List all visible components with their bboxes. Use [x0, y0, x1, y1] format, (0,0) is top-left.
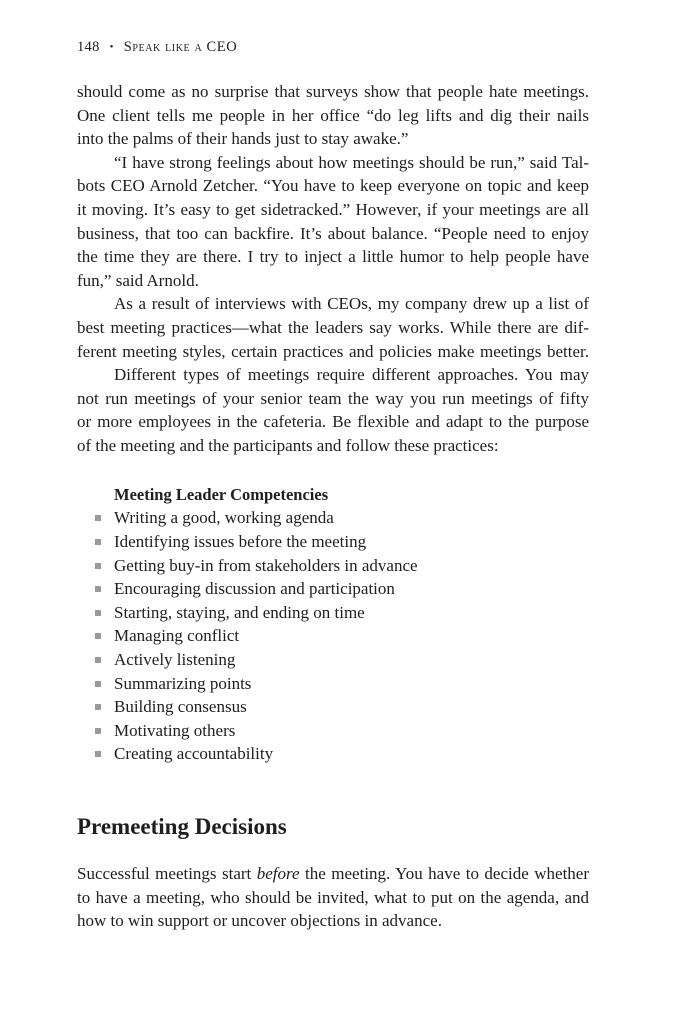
list-item	[95, 554, 555, 578]
page-number: 148	[77, 39, 100, 55]
competencies-list	[95, 483, 555, 766]
list-item-text: Getting buy-in from stakeholders in advance	[114, 555, 418, 575]
section-body	[77, 862, 589, 933]
list-item-text: Actively listening	[114, 649, 236, 669]
body-line: business, that too can backfire. It’s about balance. “People need to enjoy	[77, 223, 589, 243]
list-item-text: Motivating others	[114, 720, 236, 740]
list-item	[95, 530, 555, 554]
book-title: Speak like a CEO	[123, 39, 238, 55]
list-item	[95, 743, 555, 767]
body-line: As a result of interviews with CEOs, my company drew up a list of	[114, 294, 589, 314]
header-separator: •	[109, 41, 114, 53]
text-run: the meeting. You have to decide whether	[299, 864, 589, 883]
list-item-text: Creating accountability	[114, 744, 274, 764]
body-line: bots CEO Arnold Zetcher. “You have to keep everyone on topic and keep	[77, 176, 589, 196]
body-line: how to win support or uncover objections in advance.	[77, 911, 442, 931]
square-bullet-icon	[95, 515, 101, 521]
square-bullet-icon	[95, 704, 101, 710]
list-item	[95, 625, 555, 649]
list-item-text: Managing conflict	[114, 626, 240, 646]
list-item	[95, 601, 555, 625]
square-bullet-icon	[95, 633, 101, 639]
body-text	[77, 80, 589, 458]
section-heading: Premeeting Decisions	[77, 814, 287, 839]
square-bullet-icon	[95, 681, 101, 687]
emphasis-text: before	[256, 864, 300, 883]
body-line: should come as no surprise that surveys show that people hate meetings.	[77, 82, 589, 101]
list-item	[95, 672, 555, 696]
body-line: it moving. It’s easy to get sidetracked.” However, if your meetings are all	[77, 199, 589, 219]
list-item	[95, 695, 555, 719]
running-head	[77, 39, 237, 56]
body-line: “I have strong feelings about how meetings should be run,” said Tal-	[114, 152, 589, 172]
list-item-text: Building consensus	[114, 697, 247, 717]
body-line: the time they are there. I try to inject a little humor to help people have	[77, 247, 589, 267]
list-item-text: Summarizing points	[114, 673, 252, 693]
body-line: fun,” said Arnold.	[77, 270, 199, 290]
square-bullet-icon	[95, 728, 101, 734]
list-item	[95, 507, 555, 531]
body-line	[77, 862, 589, 886]
list-item-text: Encouraging discussion and participation	[114, 579, 395, 599]
list-item	[95, 577, 555, 601]
square-bullet-icon	[95, 539, 101, 545]
list-item	[95, 648, 555, 672]
square-bullet-icon	[95, 657, 101, 663]
square-bullet-icon	[95, 751, 101, 757]
body-line: Different types of meetings require different approaches. You may	[114, 365, 589, 385]
square-bullet-icon	[95, 586, 101, 592]
body-line: One client tells me people in her office “do leg lifts and dig their nails	[77, 105, 589, 125]
body-line: ferent meeting styles, certain practices and policies make meetings better.	[77, 341, 589, 361]
body-line: best meeting practices—what the leaders say works. While there are dif-	[77, 317, 589, 337]
list-item-text: Starting, staying, and ending on time	[114, 602, 365, 622]
body-line: not run meetings of your senior team the way you run meetings of fifty	[77, 388, 589, 408]
square-bullet-icon	[95, 610, 101, 616]
body-line: to have a meeting, who should be invited, what to put on the agenda, and	[77, 887, 589, 907]
list-item-text: Writing a good, working agenda	[114, 508, 334, 528]
square-bullet-icon	[95, 563, 101, 569]
list-heading: Meeting Leader Competencies	[114, 485, 329, 504]
list-item-text: Identifying issues before the meeting	[114, 531, 367, 551]
body-line: of the meeting and the participants and follow these practices:	[77, 435, 499, 455]
list-item	[95, 719, 555, 743]
body-line: or more employees in the cafeteria. Be flexible and adapt to the purpose	[77, 412, 589, 432]
body-line: into the palms of their hands just to stay awake.”	[77, 129, 409, 149]
text-run: Successful meetings start	[77, 864, 257, 883]
